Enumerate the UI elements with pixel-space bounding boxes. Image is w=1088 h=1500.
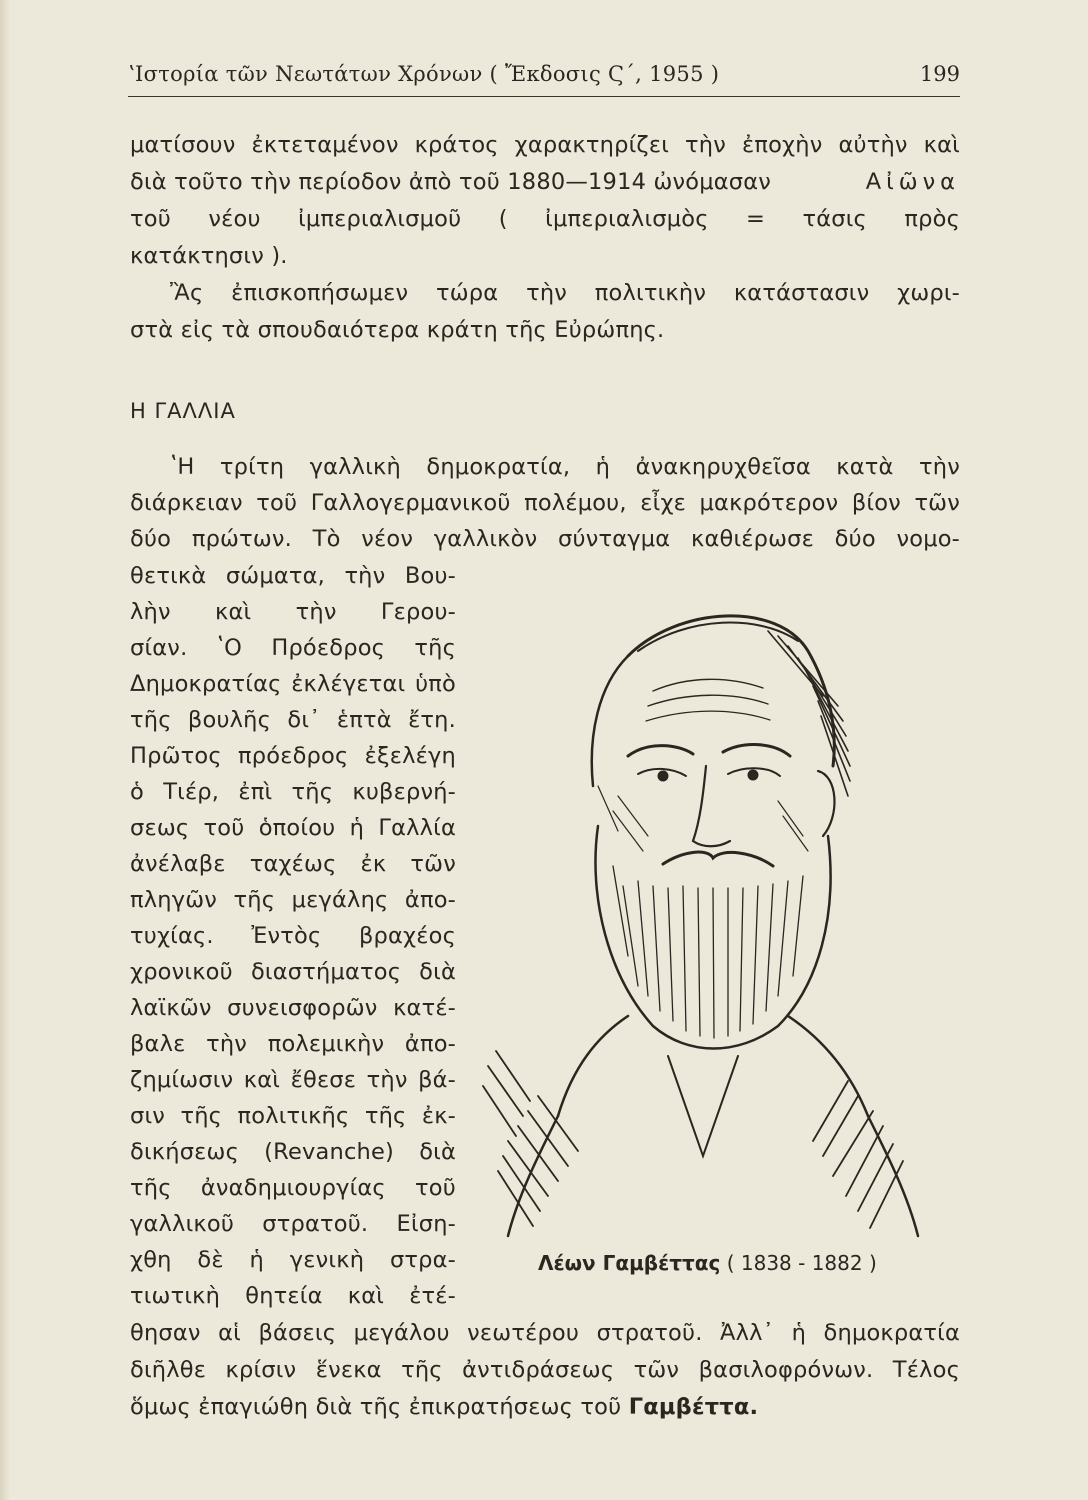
text-line: ʽΗ τρίτη γαλλικὴ δημοκρατία, ἡ ἀνακηρυχθεῖσα κατὰ τὴν: [170, 454, 960, 480]
page-number: 199: [919, 62, 960, 86]
text-line: διὰ τοῦτο τὴν περίοδον ἀπὸ τοῦ 1880—1914 ὠνόμασαν Αἰῶνα: [130, 169, 960, 195]
text-line: τῆς βουλῆς δι᾽ ἑπτὰ ἔτη.: [130, 707, 456, 733]
text-line: κατάκτησιν ).: [130, 243, 288, 269]
text-line: δικήσεως (Revanche) διὰ: [130, 1139, 456, 1165]
portrait-engraving: [478, 596, 958, 1241]
text-line: Πρῶτος πρόεδρος ἐξελέγη: [130, 743, 456, 769]
text-line: Ἂς ἐπισκοπήσωμεν τώρα τὴν πολιτικὴν κατάστασιν χωρι-: [170, 280, 960, 306]
text-line: σίαν. ʽΟ Πρόεδρος τῆς: [130, 635, 456, 661]
figure-caption: [538, 1251, 877, 1275]
book-title: ʽΙστορία τῶν Νεωτάτων Χρόνων ( Ἔκδοσις Ϛ΄, 1955 ): [128, 62, 720, 86]
text-line: χθη δὲ ἡ γενικὴ στρα-: [130, 1247, 456, 1273]
text-line: ἀνέλαβε ταχέως ἐκ τῶν: [130, 851, 456, 877]
text-line: λὴν καὶ τὴν Γερου-: [130, 599, 456, 625]
caption-years: ( 1838 - 1882 ): [726, 1251, 877, 1275]
text-line: σιν τῆς πολιτικῆς τῆς ἐκ-: [130, 1103, 456, 1129]
text-line: δύο πρώτων. Τὸ νέον γαλλικὸν σύνταγμα καθιέρωσε δύο νομο-: [130, 526, 960, 552]
text-line: πληγῶν τῆς μεγάλης ἀπο-: [130, 887, 456, 913]
text-line: στὰ εἰς τὰ σπουδαιότερα κράτη τῆς Εὐρώπης.: [130, 317, 665, 343]
text-line: ματίσουν ἐκτεταμένον κράτος χαρακτηρίζει τὴν ἐποχὴν αὐτὴν καὶ: [130, 132, 960, 158]
text-line: τοῦ νέου ἰμπεριαλισμοῦ ( ἰμπεριαλισμὸς = τάσις πρὸς: [130, 206, 960, 232]
emphasized-name: Γαμβέττα.: [628, 1394, 759, 1420]
text-line: λαϊκῶν συνεισφορῶν κατέ-: [130, 995, 456, 1021]
text-line: θησαν αἱ βάσεις μεγάλου νεωτέρου στρατοῦ. Ἀλλ᾽ ἡ δημοκρατία: [130, 1320, 960, 1346]
text-line: σεως τοῦ ὁποίου ἡ Γαλλία: [130, 815, 456, 841]
text-line: τιωτικὴ θητεία καὶ ἐτέ-: [130, 1283, 456, 1309]
running-head: [128, 62, 960, 97]
text-line: βαλε τὴν πολεμικὴν ἀπο-: [130, 1031, 456, 1057]
text-line: ὁ Τιέρ, ἐπὶ τῆς κυβερνή-: [130, 779, 456, 805]
caption-name: Λέων Γαμβέττας: [538, 1251, 721, 1275]
text-line: διῆλθε κρίσιν ἕνεκα τῆς ἀντιδράσεως τῶν βασιλοφρόνων. Τέλος: [130, 1357, 960, 1383]
text-line: τῆς ἀναδημιουργίας τοῦ: [130, 1175, 456, 1201]
text-line: γαλλικοῦ στρατοῦ. Εἰση-: [130, 1211, 456, 1237]
text-line: ὅμως ἐπαγιώθη διὰ τῆς ἐπικρατήσεως τοῦ Γαμβέττα.: [130, 1394, 759, 1420]
section-heading: Η ΓΑΛΛΙΑ: [130, 399, 236, 423]
text-line: τυχίας. Ἐντὸς βραχέος: [130, 923, 456, 949]
text-line: ζημίωσιν καὶ ἔθεσε τὴν βά-: [130, 1067, 456, 1093]
text-line: χρονικοῦ διαστήματος διὰ: [130, 959, 456, 985]
page-edge: [0, 0, 10, 1500]
text-line: Δημοκρατίας ἐκλέγεται ὑπὸ: [130, 671, 456, 697]
spaced-term: Αἰῶνα: [865, 169, 960, 195]
text-line: θετικὰ σώματα, τὴν Βου-: [130, 563, 456, 589]
text-line: διάρκειαν τοῦ Γαλλογερμανικοῦ πολέμου, εἶχε μακρότερον βίον τῶν: [130, 490, 960, 516]
